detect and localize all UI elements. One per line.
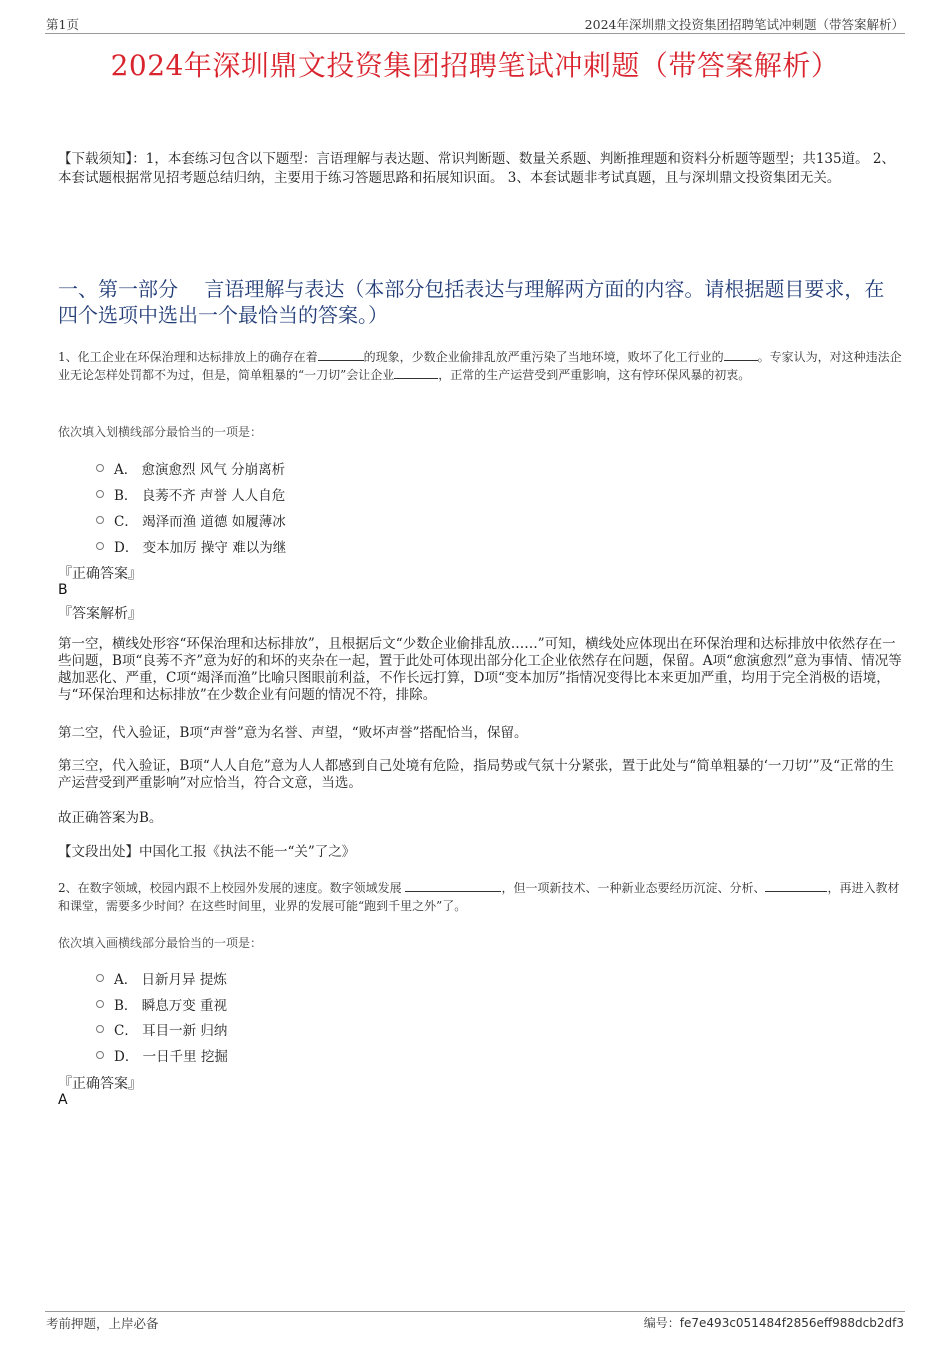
q2-option-b[interactable] [96,994,227,1014]
q1-option-d[interactable] [96,536,286,556]
q1-prompt: 依次填入划横线部分最恰当的一项是： [58,425,263,439]
q2-text-part-c: ，再进入教材和课堂，需要多少时间？在这些时间里，业界的发展可能“跑到千里之外”了。 [58,881,900,913]
q2-answer: A [58,1092,68,1108]
q1-blank-3 [394,367,438,379]
q2-text-part-b: ，但一项新技术、一种新业态要经历沉淀、分析、 [501,881,766,895]
q2-prompt: 依次填入画横线部分最恰当的一项是： [58,936,263,950]
q1-answer-label: 『正确答案』 [58,566,142,582]
q2-option-c[interactable] [96,1019,227,1039]
q1-analysis-paragraph-2: 第二空，代入验证，B项“声誉”意为名誉、声望，“败坏声誉”搭配恰当，保留。 [58,725,528,741]
footer-slogan: 考前押题，上岸必备 [46,1316,159,1331]
radio-icon[interactable] [96,542,104,550]
radio-icon[interactable] [96,1051,104,1059]
q2-blank-2 [765,880,827,892]
q2-option-a[interactable] [96,968,227,988]
q1-analysis-label: 『答案解析』 [58,606,142,622]
q2-blank-1 [405,880,501,892]
q1-option-b[interactable] [96,484,285,504]
q1-text-part-a: 1、化工企业在环保治理和达标排放上的确存在着 [58,350,318,364]
radio-icon[interactable] [96,1000,104,1008]
footer-divider [45,1311,905,1312]
q1-option-d-label: D． 变本加厉 操守 难以为继 [114,540,287,556]
q1-option-c-label: C． 竭泽而渔 道德 如履薄冰 [114,514,286,530]
header-doc-title: 2024年深圳鼎文投资集团招聘笔试冲刺题（带答案解析） [584,17,904,32]
q2-option-c-label: C． 耳目一新 归纳 [114,1023,228,1039]
q1-text-part-c: 。专家认为，对这种违法企业无论怎样处罚都不为过，但是，简单粗暴的“一刀切”会让企业 [58,350,902,382]
q1-analysis-paragraph-3: 第三空，代入验证，B项“人人自危”意为人人都感到自己处境有危险，指局势或气氛十分紧张，置于此处与“简单粗暴的‘一刀切’”及“正常的生产运营受到严重影响”对应恰当，符合文意，当选。 [58,758,895,791]
q2-option-a-label: A． 日新月异 提炼 [114,972,227,988]
q1-option-c[interactable] [96,510,286,530]
header-page-number: 第1页 [46,17,79,32]
radio-icon[interactable] [96,1025,104,1033]
radio-icon[interactable] [96,974,104,982]
q1-answer: B [58,582,68,598]
q1-text-part-d: ，正常的生产运营受到严重影响，这有悖环保风暴的初衷。 [438,368,751,382]
q2-option-d-label: D． 一日千里 挖掘 [114,1049,228,1065]
q1-option-a[interactable] [96,458,285,478]
radio-icon[interactable] [96,490,104,498]
section-title: 一、第一部分 言语理解与表达（本部分包括表达与理解两方面的内容。请根据题目要求，在四个选项中选出一个最恰当的答案。） [58,277,885,327]
q2-answer-label: 『正确答案』 [58,1076,142,1092]
question-1-text [58,348,903,384]
radio-icon[interactable] [96,464,104,472]
q1-option-a-label: A． 愈演愈烈 风气 分崩离析 [114,462,286,478]
header-divider [45,33,905,34]
page-title: 2024年深圳鼎文投资集团招聘笔试冲刺题（带答案解析） [110,49,840,82]
q1-source: 【文段出处】中国化工报《执法不能一“关”了之》 [58,844,356,860]
question-2-text [58,879,903,915]
q2-option-d[interactable] [96,1045,228,1065]
q2-text-part-a: 2、在数字领域，校园内跟不上校园外发展的速度。数字领域发展 [58,881,406,895]
q1-text-part-b: 的现象，少数企业偷排乱放严重污染了当地环境，败坏了化工行业的 [363,350,724,364]
q1-analysis-paragraph-1: 第一空，横线处形容“环保治理和达标排放”，且根据后文“少数企业偷排乱放……”可知，横线处应体现出在环保治理和达标排放中依然存在一些问题，B项“良莠不齐”意为好的和坏的夹杂在一起，置于此处可体现出部分化工企业依然存在问题，保留。A项“愈演愈烈”意为事情、情况等越加恶化、严重，C项“竭泽而渔”比喻只图眼前利益，不作长远打算，D项“变本加厉”指情况变得比本来更加严重，均用于完全消极的语境，与“环保治理和达标排放”在少数企业有问题的情况不符，排除。 [58,636,902,703]
download-notice: 【下载须知】：1，本套练习包含以下题型：言语理解与表达题、常识判断题、数量关系题、判断推理题和资料分析题等题型；共135道。 2、本套试题根据常见招考题总结归纳，主要用于练习答题思路和拓展知识面。 3、本套试题非考试真题，且与深圳鼎文投资集团无关。 [58,151,895,186]
q1-blank-1 [318,349,364,361]
q1-analysis-paragraph-4: 故正确答案为B。 [58,810,163,826]
q1-option-b-label: B． 良莠不齐 声誉 人人自危 [114,488,286,504]
footer-doc-id: 编号：fe7e493c051484f2856eff988dcb2df3 [643,1316,904,1330]
q1-blank-2 [724,349,758,361]
radio-icon[interactable] [96,516,104,524]
q2-option-b-label: B． 瞬息万变 重视 [114,998,228,1014]
